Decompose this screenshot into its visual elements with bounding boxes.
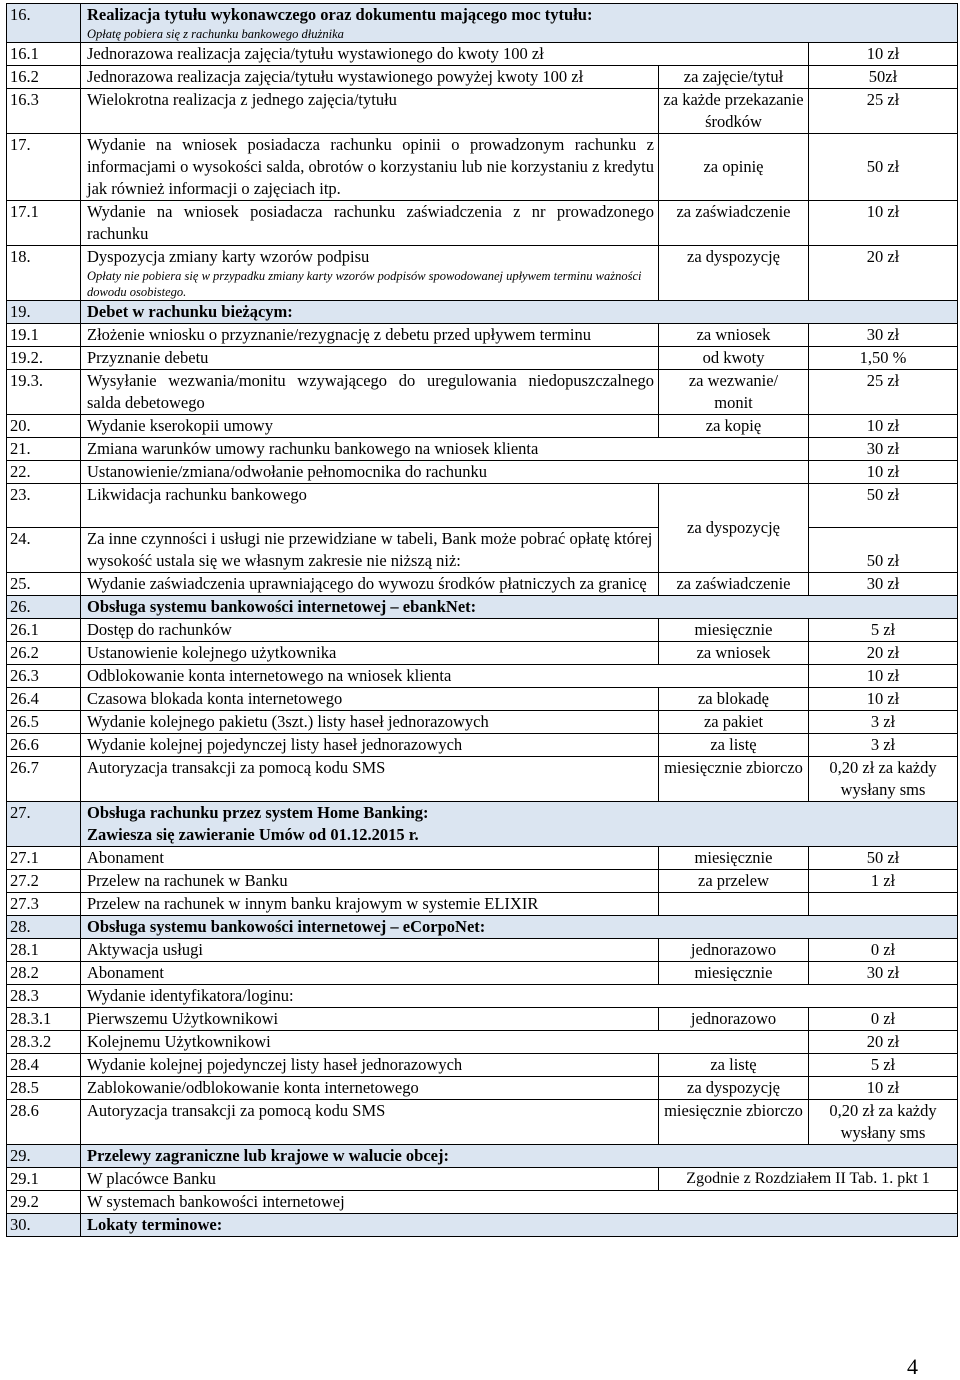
page-number: 4 bbox=[907, 1354, 918, 1379]
row-amount: 5 zł bbox=[809, 619, 958, 642]
row-description: Wydanie identyfikatora/loginu: bbox=[81, 985, 958, 1008]
row-description: Czasowa blokada konta internetowego bbox=[81, 688, 659, 711]
row-description: Wydanie kolejnego pakietu (3szt.) listy haseł jednorazowych bbox=[81, 711, 659, 734]
row-unit: za kopię bbox=[659, 415, 809, 438]
section-title: Obsługa systemu bankowości internetowej – eCorpoNet: bbox=[81, 916, 958, 939]
row-number: 26.1 bbox=[7, 619, 81, 642]
row-number: 21. bbox=[7, 438, 81, 461]
row-unit: za dyspozycję bbox=[659, 1077, 809, 1100]
row-number: 28.2 bbox=[7, 962, 81, 985]
row-reference: Zgodnie z Rozdziałem II Tab. 1. pkt 1 bbox=[659, 1168, 958, 1191]
row-unit: za opinię bbox=[659, 134, 809, 201]
table-row bbox=[7, 134, 958, 201]
row-description: Wysyłanie wezwania/monitu wzywającego do uregulowania niedopuszczalnego salda debetowego bbox=[81, 370, 659, 415]
table-row bbox=[7, 1191, 958, 1214]
row-unit: jednorazowo bbox=[659, 1008, 809, 1031]
row-description: Autoryzacja transakcji za pomocą kodu SMS bbox=[81, 757, 659, 802]
row-description: Zmiana warunków umowy rachunku bankowego na wniosek klienta bbox=[81, 438, 809, 461]
row-number: 17.1 bbox=[7, 201, 81, 246]
row-unit: za wniosek bbox=[659, 324, 809, 347]
table-row bbox=[7, 43, 958, 66]
table-row bbox=[7, 1100, 958, 1145]
row-number: 26.2 bbox=[7, 642, 81, 665]
table-row bbox=[7, 461, 958, 484]
row-description: Ustanowienie/zmiana/odwołanie pełnomocnika do rachunku bbox=[81, 461, 809, 484]
row-number: 26.7 bbox=[7, 757, 81, 802]
row-unit: miesięcznie bbox=[659, 962, 809, 985]
row-amount: 10 zł bbox=[809, 1077, 958, 1100]
row-description: Dostęp do rachunków bbox=[81, 619, 659, 642]
section-title-text: Realizacja tytułu wykonawczego oraz dokumentu mającego moc tytułu: bbox=[87, 5, 593, 24]
row-number: 28.3.1 bbox=[7, 1008, 81, 1031]
table-row bbox=[7, 1054, 958, 1077]
row-number: 17. bbox=[7, 134, 81, 201]
table-row bbox=[7, 893, 958, 916]
row-number: 28.4 bbox=[7, 1054, 81, 1077]
table-row bbox=[7, 89, 958, 134]
row-number: 29.2 bbox=[7, 1191, 81, 1214]
row-number: 26.5 bbox=[7, 711, 81, 734]
row-number: 27.1 bbox=[7, 847, 81, 870]
row-description: Wielokrotna realizacja z jednego zajęcia/tytułu bbox=[81, 89, 659, 134]
row-description: Wydanie kolejnej pojedynczej listy haseł jednorazowych bbox=[81, 734, 659, 757]
row-amount: 50 zł bbox=[809, 134, 958, 201]
row-unit: za listę bbox=[659, 1054, 809, 1077]
table-row bbox=[7, 757, 958, 802]
table-row-section bbox=[7, 1145, 958, 1168]
row-number: 19.2. bbox=[7, 347, 81, 370]
table-row-section bbox=[7, 596, 958, 619]
row-amount: 0 zł bbox=[809, 939, 958, 962]
row-amount: 50 zł bbox=[809, 484, 958, 528]
row-description: Zablokowanie/odblokowanie konta internetowego bbox=[81, 1077, 659, 1100]
row-number: 28.5 bbox=[7, 1077, 81, 1100]
row-description: Złożenie wniosku o przyznanie/rezygnację z debetu przed upływem terminu bbox=[81, 324, 659, 347]
table-row bbox=[7, 1031, 958, 1054]
row-unit: za zaświadczenie bbox=[659, 573, 809, 596]
row-description: Wydanie na wniosek posiadacza rachunku zaświadczenia z nr prowadzonego rachunku bbox=[81, 201, 659, 246]
section-title: Debet w rachunku bieżącym: bbox=[81, 301, 958, 324]
section-title: Obsługa rachunku przez system Home Banking: Zawiesza się zawieranie Umów od 01.12.2015 r. bbox=[81, 802, 958, 847]
table-row bbox=[7, 870, 958, 893]
table-row bbox=[7, 1077, 958, 1100]
table-row bbox=[7, 939, 958, 962]
row-number: 16. bbox=[7, 4, 81, 43]
table-row bbox=[7, 415, 958, 438]
row-unit: za zajęcie/tytuł bbox=[659, 66, 809, 89]
row-description: Kolejnemu Użytkownikowi bbox=[81, 1031, 809, 1054]
row-description: Jednorazowa realizacja zajęcia/tytułu wystawionego powyżej kwoty 100 zł bbox=[81, 66, 659, 89]
section-note: Opłatę pobiera się z rachunku bankowego dłużnika bbox=[87, 27, 344, 41]
row-unit: za każde przekazanie środków bbox=[659, 89, 809, 134]
row-description: Abonament bbox=[81, 847, 659, 870]
table-row bbox=[7, 962, 958, 985]
table-row bbox=[7, 528, 958, 573]
row-amount: 50 zł bbox=[809, 528, 958, 573]
table-row bbox=[7, 66, 958, 89]
section-title bbox=[81, 4, 958, 43]
row-number: 28.3.2 bbox=[7, 1031, 81, 1054]
row-amount: 1 zł bbox=[809, 870, 958, 893]
row-number: 27.3 bbox=[7, 893, 81, 916]
table-row bbox=[7, 688, 958, 711]
row-number: 19. bbox=[7, 301, 81, 324]
row-number: 29.1 bbox=[7, 1168, 81, 1191]
row-unit bbox=[659, 893, 809, 916]
row-amount: 25 zł bbox=[809, 370, 958, 415]
row-description: Przyznanie debetu bbox=[81, 347, 659, 370]
row-description: W systemach bankowości internetowej bbox=[81, 1191, 958, 1214]
row-amount: 1,50 % bbox=[809, 347, 958, 370]
row-description: Za inne czynności i usługi nie przewidziane w tabeli, Bank może pobrać opłatę której wysokość ustala się we własnym zakresie nie niższą niż: bbox=[81, 528, 659, 573]
row-unit: za listę bbox=[659, 734, 809, 757]
table-row bbox=[7, 1168, 958, 1191]
table-row bbox=[7, 201, 958, 246]
row-unit: za dyspozycję bbox=[659, 484, 809, 573]
row-number: 26. bbox=[7, 596, 81, 619]
row-number: 18. bbox=[7, 246, 81, 301]
table-row bbox=[7, 484, 958, 528]
row-number: 30. bbox=[7, 1214, 81, 1237]
row-unit: za wezwanie/ monit bbox=[659, 370, 809, 415]
section-title: Lokaty terminowe: bbox=[81, 1214, 958, 1237]
row-number: 23. bbox=[7, 484, 81, 528]
section-title: Przelewy zagraniczne lub krajowe w walucie obcej: bbox=[81, 1145, 958, 1168]
row-number: 19.3. bbox=[7, 370, 81, 415]
row-amount: 10 zł bbox=[809, 665, 958, 688]
row-description: Wydanie na wniosek posiadacza rachunku opinii o prowadzonym rachunku z informacjami o wysokości salda, obrotów o korzystaniu lub nie korzystaniu z kredytu jak również informacji o zajęciach itp. bbox=[81, 134, 659, 201]
row-amount: 20 zł bbox=[809, 246, 958, 301]
table-row bbox=[7, 619, 958, 642]
row-description: Abonament bbox=[81, 962, 659, 985]
row-number: 16.3 bbox=[7, 89, 81, 134]
row-amount: 10 zł bbox=[809, 461, 958, 484]
row-amount: 10 zł bbox=[809, 688, 958, 711]
row-number: 28.6 bbox=[7, 1100, 81, 1145]
row-description: Likwidacja rachunku bankowego bbox=[81, 484, 659, 528]
row-unit: od kwoty bbox=[659, 347, 809, 370]
row-description: Jednorazowa realizacja zajęcia/tytułu wystawionego do kwoty 100 zł bbox=[81, 43, 809, 66]
row-number: 25. bbox=[7, 573, 81, 596]
table-row-section bbox=[7, 1214, 958, 1237]
row-description bbox=[81, 246, 659, 301]
row-description: W placówce Banku bbox=[81, 1168, 659, 1191]
row-amount: 3 zł bbox=[809, 734, 958, 757]
row-description: Autoryzacja transakcji za pomocą kodu SMS bbox=[81, 1100, 659, 1145]
row-amount bbox=[809, 893, 958, 916]
row-amount: 30 zł bbox=[809, 962, 958, 985]
table-row-section bbox=[7, 4, 958, 43]
row-description: Przelew na rachunek w Banku bbox=[81, 870, 659, 893]
row-amount: 10 zł bbox=[809, 415, 958, 438]
row-number: 16.2 bbox=[7, 66, 81, 89]
table-row bbox=[7, 665, 958, 688]
row-unit: za dyspozycję bbox=[659, 246, 809, 301]
row-number: 26.3 bbox=[7, 665, 81, 688]
row-number: 27. bbox=[7, 802, 81, 847]
row-amount: 30 zł bbox=[809, 324, 958, 347]
row-unit: jednorazowo bbox=[659, 939, 809, 962]
table-row-section bbox=[7, 802, 958, 847]
row-amount: 20 zł bbox=[809, 642, 958, 665]
row-note: Opłaty nie pobiera się w przypadku zmiany karty wzorów podpisów spowodowanej upływem terminu ważności dowodu osobistego. bbox=[87, 269, 642, 299]
row-amount: 3 zł bbox=[809, 711, 958, 734]
row-amount: 0,20 zł za każdy wysłany sms bbox=[809, 757, 958, 802]
table-row bbox=[7, 347, 958, 370]
row-unit: miesięcznie zbiorczo bbox=[659, 1100, 809, 1145]
row-number: 22. bbox=[7, 461, 81, 484]
table-row bbox=[7, 438, 958, 461]
row-number: 28. bbox=[7, 916, 81, 939]
row-amount: 30 zł bbox=[809, 573, 958, 596]
row-amount: 5 zł bbox=[809, 1054, 958, 1077]
table-row bbox=[7, 1008, 958, 1031]
table-row-section bbox=[7, 916, 958, 939]
table-row bbox=[7, 370, 958, 415]
table-row bbox=[7, 246, 958, 301]
row-unit: za zaświadczenie bbox=[659, 201, 809, 246]
row-amount: 30 zł bbox=[809, 438, 958, 461]
row-description: Przelew na rachunek w innym banku krajowym w systemie ELIXIR bbox=[81, 893, 659, 916]
row-unit: miesięcznie bbox=[659, 619, 809, 642]
row-number: 29. bbox=[7, 1145, 81, 1168]
row-description: Ustanowienie kolejnego użytkownika bbox=[81, 642, 659, 665]
table-row-section bbox=[7, 301, 958, 324]
row-description-text: Dyspozycja zmiany karty wzorów podpisu bbox=[87, 247, 370, 266]
row-number: 26.6 bbox=[7, 734, 81, 757]
row-number: 24. bbox=[7, 528, 81, 573]
row-number: 27.2 bbox=[7, 870, 81, 893]
row-amount: 50 zł bbox=[809, 847, 958, 870]
row-description: Wydanie zaświadczenia uprawniającego do wywozu środków płatniczych za granicę bbox=[81, 573, 659, 596]
row-description: Odblokowanie konta internetowego na wniosek klienta bbox=[81, 665, 809, 688]
row-description: Wydanie kolejnej pojedynczej listy haseł jednorazowych bbox=[81, 1054, 659, 1077]
row-amount: 10 zł bbox=[809, 43, 958, 66]
row-amount: 10 zł bbox=[809, 201, 958, 246]
row-description: Aktywacja usługi bbox=[81, 939, 659, 962]
row-amount: 0 zł bbox=[809, 1008, 958, 1031]
row-number: 26.4 bbox=[7, 688, 81, 711]
row-number: 16.1 bbox=[7, 43, 81, 66]
row-unit: miesięcznie bbox=[659, 847, 809, 870]
row-amount: 25 zł bbox=[809, 89, 958, 134]
section-title: Obsługa systemu bankowości internetowej – ebankNet: bbox=[81, 596, 958, 619]
table-row bbox=[7, 985, 958, 1008]
row-description: Wydanie kserokopii umowy bbox=[81, 415, 659, 438]
row-amount: 20 zł bbox=[809, 1031, 958, 1054]
table-row bbox=[7, 734, 958, 757]
row-unit: za pakiet bbox=[659, 711, 809, 734]
row-number: 28.1 bbox=[7, 939, 81, 962]
row-unit: za przelew bbox=[659, 870, 809, 893]
row-number: 20. bbox=[7, 415, 81, 438]
fee-table bbox=[6, 3, 958, 1237]
table-row bbox=[7, 642, 958, 665]
row-number: 19.1 bbox=[7, 324, 81, 347]
table-row bbox=[7, 324, 958, 347]
table-row bbox=[7, 847, 958, 870]
row-amount: 50zł bbox=[809, 66, 958, 89]
row-unit: miesięcznie zbiorczo bbox=[659, 757, 809, 802]
row-unit: za blokadę bbox=[659, 688, 809, 711]
table-row bbox=[7, 711, 958, 734]
row-amount: 0,20 zł za każdy wysłany sms bbox=[809, 1100, 958, 1145]
table-row bbox=[7, 573, 958, 596]
row-unit: za wniosek bbox=[659, 642, 809, 665]
row-description: Pierwszemu Użytkownikowi bbox=[81, 1008, 659, 1031]
row-number: 28.3 bbox=[7, 985, 81, 1008]
